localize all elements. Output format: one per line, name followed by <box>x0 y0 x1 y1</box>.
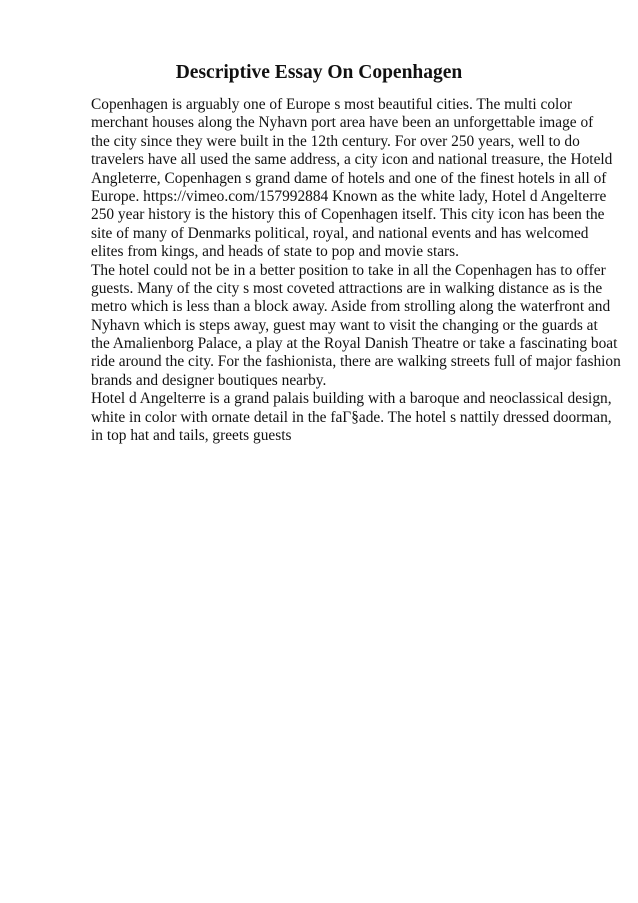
text-line: metro which is less than a block away. Aside from strolling along the waterfront and <box>91 298 611 316</box>
text-line: 250 year history is the history this of Copenhagen itself. This city icon has been the <box>91 206 605 224</box>
text-line: brands and designer boutiques nearby. <box>91 371 327 389</box>
text-line: ride around the city. For the fashionista, there are walking streets full of major fashion <box>91 353 621 371</box>
text-line: The hotel could not be in a better position to take in all the Copenhagen has to offer <box>91 261 606 279</box>
document-title: Descriptive Essay On Copenhagen <box>175 62 463 83</box>
text-line: travelers have all used the same address, a city icon and national treasure, the Hoteld <box>91 151 613 169</box>
text-line: Nyhavn which is steps away, guest may want to visit the changing or the guards at <box>91 316 598 334</box>
text-line: the Amalienborg Palace, a play at the Royal Danish Theatre or take a fascinating boat <box>91 335 618 353</box>
text-line: Hotel d Angelterre is a grand palais building with a baroque and neoclassical design, <box>91 390 612 408</box>
text-line: guests. Many of the city s most coveted attractions are in walking distance as is the <box>91 279 603 297</box>
text-line: Europe. https://vimeo.com/157992884 Known as the white lady, Hotel d Angelterre <box>91 187 607 205</box>
essay-body <box>91 96 621 445</box>
text-line: site of many of Denmarks political, royal, and national events and has welcomed <box>91 224 589 242</box>
text-line: Copenhagen is arguably one of Europe s most beautiful cities. The multi color <box>91 96 573 113</box>
text-line: white in color with ornate detail in the faΓ§ade. The hotel s nattily dressed doorman, <box>91 408 612 426</box>
text-line: elites from kings, and heads of state to pop and movie stars. <box>91 243 460 261</box>
text-line: merchant houses along the Nyhavn port area have been an unforgettable image of <box>91 114 594 132</box>
text-line: in top hat and tails, greets guests <box>91 427 292 445</box>
text-line: the city since they were built in the 12th century. For over 250 years, well to do <box>91 132 580 150</box>
text-line: Angleterre, Copenhagen s grand dame of hotels and one of the finest hotels in all of <box>91 169 607 187</box>
